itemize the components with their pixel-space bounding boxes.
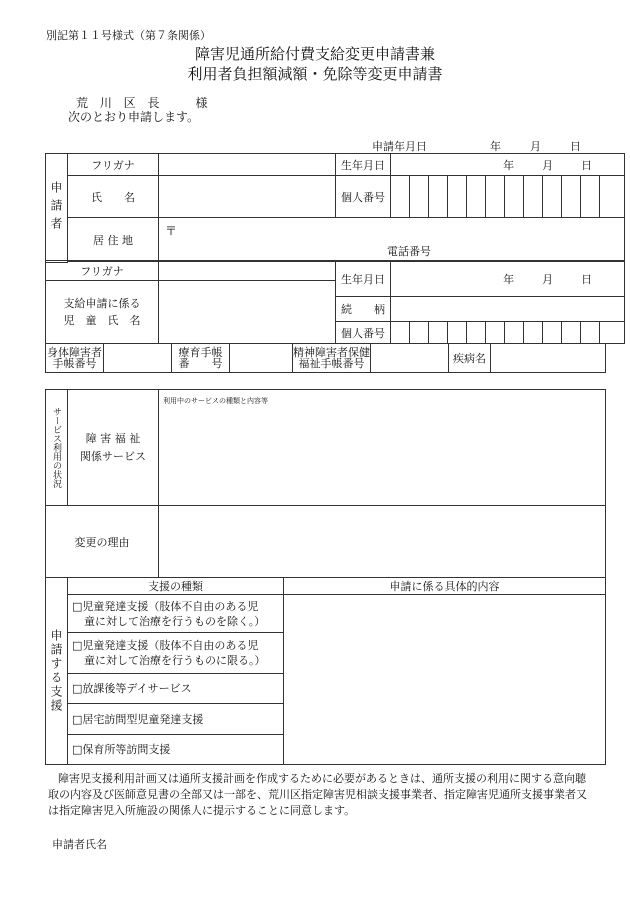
child-personal-number-digit[interactable] xyxy=(562,322,581,344)
physical-handbook-label-line2: 手帳番号 xyxy=(52,357,97,370)
child-birthdate-label: 生年月日 xyxy=(336,261,391,297)
applicant-personal-number-digit[interactable] xyxy=(486,176,505,218)
phone-label: 電話番号 xyxy=(387,245,431,258)
support-detail-header: 申請に係る具体的内容 xyxy=(284,578,606,595)
child-name-label-line2: 児 童 氏 名 xyxy=(63,314,141,327)
applicant-personal-number-digit[interactable] xyxy=(581,176,600,218)
applicant-address-label: 居 住 地 xyxy=(68,218,159,262)
applicant-birth-month: 月 xyxy=(542,158,554,172)
day-label: 日 xyxy=(570,140,581,153)
child-personal-number-digit[interactable] xyxy=(391,322,410,344)
child-personal-number-label: 個人番号 xyxy=(336,322,391,344)
change-reason-label: 変更の理由 xyxy=(46,506,159,578)
service-status-table xyxy=(45,389,606,578)
child-personal-number-digit[interactable] xyxy=(524,322,543,344)
consent-text: 障害児支援利用計画又は通所支援計画を作成するために必要があるときは、通所支援の利用に関する意向聴取の内容及び医師意見書の全部又は一部を、荒川区指定障害児相談支援事業者、指定障害児通所支援事業者又は指定障害児入所施設の関係人に提示することに同意します。 xyxy=(48,772,587,817)
physical-handbook-field[interactable] xyxy=(104,344,172,373)
child-birthdate-field[interactable] xyxy=(391,261,625,297)
service-category-label xyxy=(68,390,159,506)
child-furigana-label: フリガナ xyxy=(46,261,159,281)
form-number: 別記第１１号様式（第７条関係） xyxy=(46,29,211,42)
month-label: 月 xyxy=(530,140,541,153)
applicant-birth-year: 年 xyxy=(503,158,515,172)
applicant-personal-number-label: 個人番号 xyxy=(336,176,391,218)
signer-name-label: 申請者氏名 xyxy=(52,838,107,851)
applicant-birthdate-label: 生年月日 xyxy=(336,154,391,176)
support-option-checkbox[interactable] xyxy=(68,735,284,765)
child-table xyxy=(45,260,625,344)
applicant-birthdate-field[interactable] xyxy=(391,154,625,176)
child-personal-number-digit[interactable] xyxy=(429,322,448,344)
support-option-line1: □児童発達支援（肢体不自由のある児 xyxy=(72,639,259,652)
service-status-side-label: サービス利用の状況 xyxy=(46,390,68,506)
year-label: 年 xyxy=(490,140,501,153)
disease-field[interactable] xyxy=(491,344,606,373)
service-category-label-line1: 障 害 福 祉 xyxy=(85,431,141,445)
child-personal-number-digit[interactable] xyxy=(486,322,505,344)
child-personal-number-digit[interactable] xyxy=(467,322,486,344)
support-option-line1: □放課後等デイサービス xyxy=(72,682,192,695)
physical-handbook-label xyxy=(46,344,104,373)
applicant-personal-number-digit[interactable] xyxy=(448,176,467,218)
application-date-row xyxy=(372,138,581,154)
mental-handbook-label-line1: 精神障害者保健 xyxy=(293,346,370,359)
disease-label: 疾病名 xyxy=(449,344,491,373)
support-type-header: 支援の種類 xyxy=(68,578,284,595)
intro-text: 次のとおり申請します。 xyxy=(68,110,200,124)
applicant-name-label: 氏 名 xyxy=(68,176,159,218)
applicant-address-field[interactable] xyxy=(159,218,625,262)
applicant-personal-number-digit[interactable] xyxy=(543,176,562,218)
child-relationship-field[interactable] xyxy=(391,297,625,322)
support-option-line1: □児童発達支援（肢体不自由のある児 xyxy=(72,599,259,613)
child-birth-month: 月 xyxy=(542,272,554,286)
form-title-line1: 障害児通所給付費支給変更申請書兼 xyxy=(194,45,435,63)
requested-support-table xyxy=(45,577,606,765)
child-personal-number-digit[interactable] xyxy=(543,322,562,344)
service-category-label-line2: 関係サービス xyxy=(80,449,146,463)
requested-support-side-label: 申請する支援 xyxy=(46,578,68,765)
applicant-personal-number-digit[interactable] xyxy=(467,176,486,218)
applicant-section-label: 申請者 xyxy=(46,154,68,263)
applicant-personal-number-digit[interactable] xyxy=(505,176,524,218)
child-name-label-line1: 支給申請に係る xyxy=(63,297,141,310)
applicant-furigana-field[interactable] xyxy=(159,154,336,176)
mental-handbook-label xyxy=(293,344,371,373)
child-personal-number-digit[interactable] xyxy=(581,322,600,344)
applicant-table xyxy=(45,153,625,263)
mental-handbook-label-line2: 福祉手帳番号 xyxy=(298,357,365,370)
support-option-line2: 童に対して治療を行うものに限る。） xyxy=(84,654,266,667)
postal-mark: 〒 xyxy=(165,224,178,238)
child-name-label xyxy=(46,281,159,344)
service-content-label: 利用中のサービスの種類と内容等 xyxy=(163,397,268,405)
applicant-personal-number-digit[interactable] xyxy=(524,176,543,218)
child-furigana-field[interactable] xyxy=(159,261,336,281)
support-option-checkbox[interactable] xyxy=(68,595,284,633)
service-content-field[interactable] xyxy=(159,390,606,506)
applicant-birth-day: 日 xyxy=(581,158,593,172)
support-option-checkbox[interactable] xyxy=(68,704,284,735)
rehab-handbook-label-line2: 番 号 xyxy=(178,357,223,370)
support-detail-field[interactable] xyxy=(284,595,606,765)
rehab-handbook-field[interactable] xyxy=(230,344,293,373)
applicant-personal-number-digit[interactable] xyxy=(429,176,448,218)
applicant-personal-number-digit[interactable] xyxy=(600,176,625,218)
child-personal-number-digit[interactable] xyxy=(448,322,467,344)
physical-handbook-label-line1: 身体障害者 xyxy=(47,346,102,359)
applicant-personal-number-digit[interactable] xyxy=(410,176,429,218)
support-option-checkbox[interactable] xyxy=(68,674,284,704)
child-relationship-label: 続 柄 xyxy=(336,297,391,322)
child-personal-number-digit[interactable] xyxy=(505,322,524,344)
support-option-checkbox[interactable] xyxy=(68,633,284,674)
support-option-line1: □居宅訪問型児童発達支援 xyxy=(72,712,204,726)
support-option-line1: □保育所等訪問支援 xyxy=(72,743,171,756)
rehab-handbook-label xyxy=(172,344,230,373)
handbook-table xyxy=(45,343,606,373)
support-option-line2: 童に対して治療を行うものを除く。） xyxy=(84,614,266,628)
change-reason-field[interactable] xyxy=(159,506,606,578)
rehab-handbook-label-line1: 療育手帳 xyxy=(178,346,223,359)
child-personal-number-digit[interactable] xyxy=(410,322,429,344)
form-title-line2: 利用者負担額減額・免除等変更申請書 xyxy=(187,65,443,83)
child-personal-number-digit[interactable] xyxy=(600,322,625,344)
addressee: 荒 川 区 長 様 xyxy=(76,96,212,110)
child-birth-year: 年 xyxy=(503,272,515,286)
applicant-name-field[interactable] xyxy=(159,176,336,218)
child-name-field[interactable] xyxy=(159,281,336,344)
application-date-label: 申請年月日 xyxy=(372,140,427,153)
applicant-personal-number-digit[interactable] xyxy=(391,176,410,218)
applicant-personal-number-digit[interactable] xyxy=(562,176,581,218)
child-birth-day: 日 xyxy=(581,272,593,286)
applicant-furigana-label: フリガナ xyxy=(68,154,159,176)
mental-handbook-field[interactable] xyxy=(371,344,449,373)
